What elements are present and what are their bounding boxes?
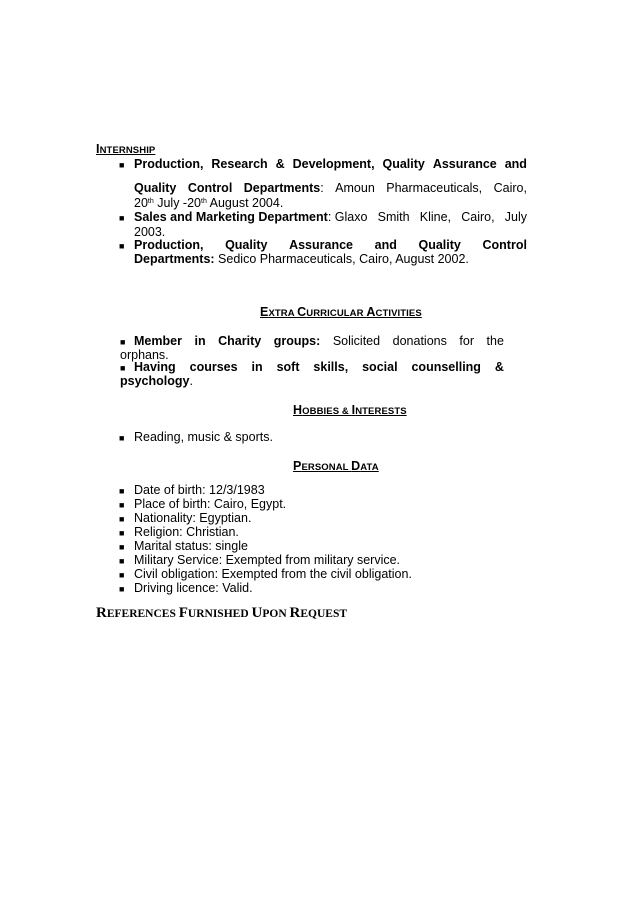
personal-item-place-of-birth: Place of birth: Cairo, Egypt.: [134, 497, 287, 511]
hobbies-item: Reading, music & sports.: [134, 430, 273, 444]
bullet-icon: ■: [119, 500, 125, 510]
internship-heading: INTERNSHIP: [96, 142, 156, 156]
internship-item-1-line-3: 20th July -20th August 2004.: [134, 196, 284, 210]
internship-item-1-line-2: Quality Control Departments: Amoun Pharmaceuticals, Cairo,: [134, 181, 527, 195]
internship-item-3-line-1: Production, Quality Assurance and Quality Control: [134, 238, 527, 252]
extra-item-1-line-1: Member in Charity groups: Solicited donations for the: [134, 334, 504, 348]
hobbies-heading: HOBBIES & INTERESTS: [293, 403, 407, 417]
bullet-icon: ■: [119, 570, 125, 580]
personal-item-marital-status: Marital status: single: [134, 539, 248, 553]
references-statement: REFERENCES FURNISHED UPON REQUEST: [96, 605, 348, 621]
bullet-icon: ■: [119, 584, 125, 594]
personal-item-driving-licence: Driving licence: Valid.: [134, 581, 253, 595]
personal-data-heading: PERSONAL DATA: [293, 459, 379, 473]
extra-item-2-line-1: Having courses in soft skills, social counselling &: [134, 360, 504, 374]
bullet-icon: ■: [120, 337, 126, 347]
internship-item-2-line-2: 2003.: [134, 225, 166, 239]
extra-item-1-line-2: orphans.: [120, 348, 169, 362]
bullet-icon: ■: [120, 363, 126, 373]
personal-item-civil-obligation: Civil obligation: Exempted from the civil obligation.: [134, 567, 412, 581]
bullet-icon: ■: [119, 486, 125, 496]
bullet-icon: ■: [119, 160, 125, 170]
bullet-icon: ■: [119, 433, 125, 443]
internship-item-2-line-1: Sales and Marketing Department: Glaxo Smith Kline, Cairo, July: [134, 210, 527, 224]
bullet-icon: ■: [119, 213, 125, 223]
bullet-icon: ■: [119, 542, 125, 552]
internship-item-3-line-2: Departments: Sedico Pharmaceuticals, Cairo, August 2002.: [134, 252, 469, 266]
personal-item-nationality: Nationality: Egyptian.: [134, 511, 252, 525]
internship-item-1-line-1: Production, Research & Development, Quality Assurance and: [134, 157, 527, 171]
personal-item-religion: Religion: Christian.: [134, 525, 239, 539]
bullet-icon: ■: [119, 528, 125, 538]
personal-item-military-service: Military Service: Exempted from military service.: [134, 553, 401, 567]
bullet-icon: ■: [119, 514, 125, 524]
bullet-icon: ■: [119, 241, 125, 251]
extra-item-2-line-2: psychology.: [120, 374, 193, 388]
personal-item-date-of-birth: Date of birth: 12/3/1983: [134, 483, 265, 497]
extra-curricular-heading: EXTRA CURRICULAR ACTIVITIES: [260, 305, 422, 319]
bullet-icon: ■: [119, 556, 125, 566]
